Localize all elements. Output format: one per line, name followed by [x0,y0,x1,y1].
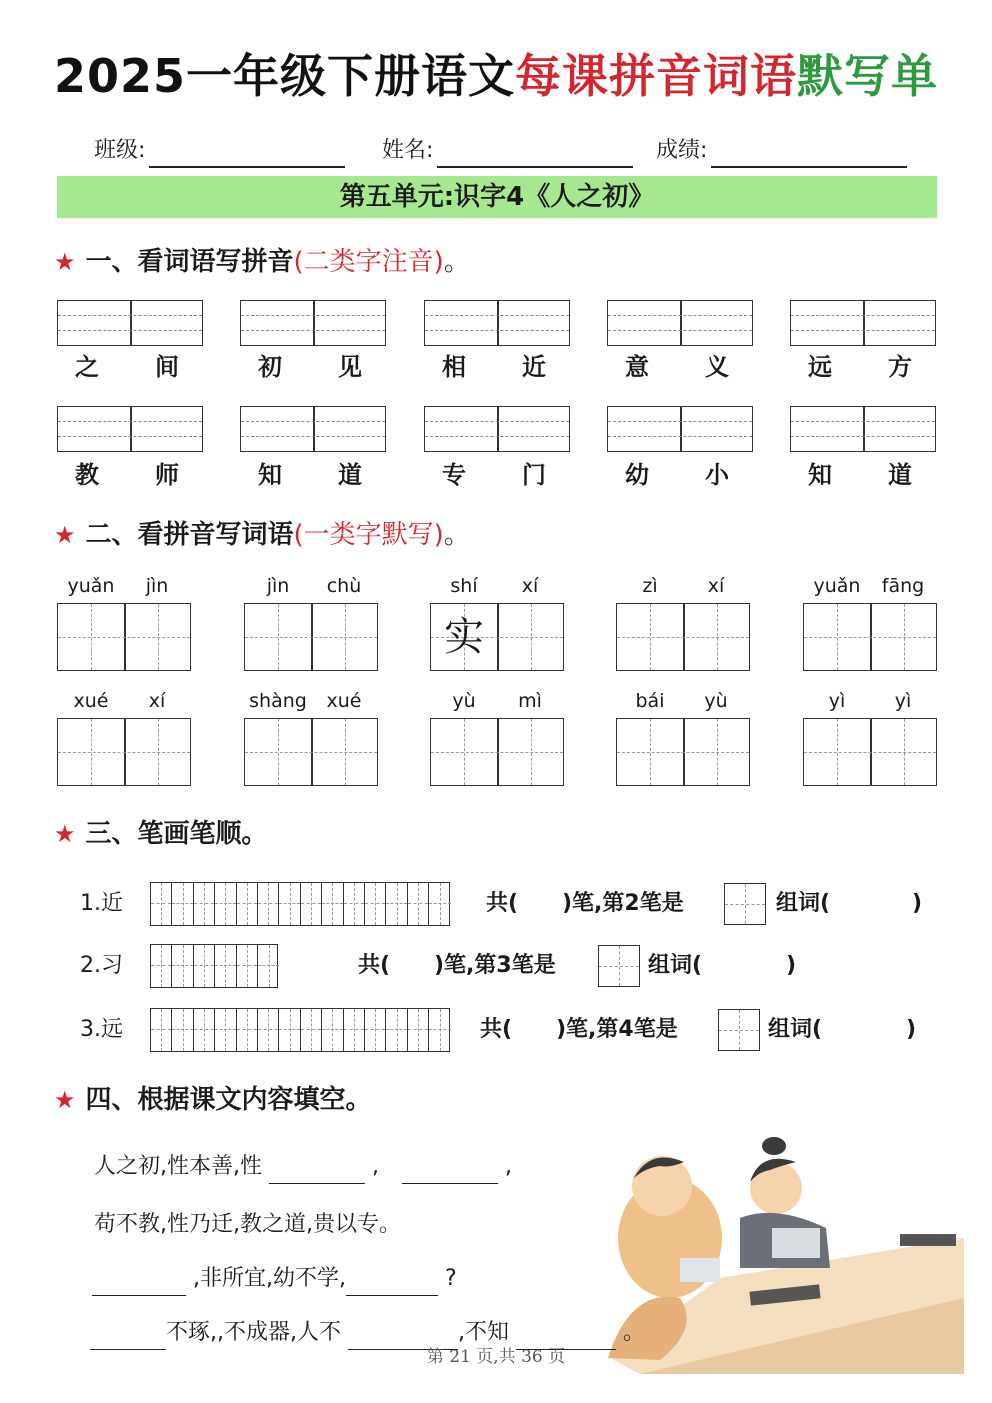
stroke-cell[interactable] [279,883,300,925]
fill-text-3b: ? [444,1266,457,1291]
pinyin-syllable: xué [326,690,362,712]
pinyin-write-box[interactable] [607,406,753,452]
guide-line [425,421,569,422]
tianzige-box[interactable] [244,603,378,671]
stroke-total-label: 共( [358,953,391,978]
pinyin-syllable: chù [326,575,362,597]
guide-line [837,604,838,670]
guide-line [375,883,376,925]
guide-line [204,1009,205,1051]
section4-title: 四、根据课文内容填空。 [85,1085,372,1115]
guide-line [204,945,205,987]
guide-line [161,945,162,987]
word-char: 知 [808,461,832,489]
guide-line [440,1009,441,1051]
stroke-cell[interactable] [408,1009,429,1051]
guide-line [268,883,269,925]
guide-line [717,604,718,670]
guide-line [791,436,935,437]
pinyin-write-box[interactable] [607,300,753,346]
guide-line [904,604,905,670]
section2-title: 二、看拼音写词语 [85,520,294,550]
page-title [0,44,992,108]
guide-line [904,719,905,785]
fill-blank-3b[interactable] [346,1269,438,1296]
pinyin-syllable: xué [73,690,109,712]
stroke-cell[interactable] [172,1009,193,1051]
score-blank[interactable] [711,142,907,168]
guide-line [58,752,190,753]
guide-line [158,719,159,785]
word-char: 近 [522,353,546,381]
stroke-order-row[interactable] [150,1008,450,1052]
guide-line [245,637,377,638]
section1-note: (二类字注音) [293,247,444,277]
guide-line [397,1009,398,1051]
guide-line [418,1009,419,1051]
box-divider [130,407,132,451]
guide-line [745,884,746,924]
guide-line [397,883,398,925]
box-divider [313,407,315,451]
guide-line [311,883,312,925]
stroke-nth-label: )笔,第2笔是 [562,891,684,916]
box-divider [130,301,132,345]
word-char: 幼 [625,461,649,489]
box-divider [863,301,865,345]
star-icon: ★ [54,1086,76,1114]
stroke-cell[interactable] [322,1009,343,1051]
box-divider [313,301,315,345]
guide-line [418,883,419,925]
guide-line [375,1009,376,1051]
fill-text-4b: ,不知 [457,1320,509,1345]
word-group-close: ) [912,891,923,916]
stroke-cell[interactable] [258,945,279,987]
guide-line [425,315,569,316]
stroke-cell[interactable] [151,945,172,987]
word-group-close: ) [906,1017,917,1042]
fill-blank-3a[interactable] [92,1269,186,1296]
guide-line [241,421,385,422]
guide-line [650,604,651,670]
guide-line [739,1010,740,1050]
stroke-cell[interactable] [151,1009,172,1051]
pinyin-syllable: xí [521,575,539,597]
stroke-cell[interactable] [365,1009,386,1051]
pinyin-syllable: mì [518,690,542,712]
word-char: 专 [442,461,466,489]
stroke-answer-box[interactable] [718,1009,760,1051]
guide-line [247,883,248,925]
guide-line [531,719,532,785]
guide-line [804,637,936,638]
guide-line [608,421,752,422]
word-char: 意 [625,353,649,381]
word-char: 门 [522,461,546,489]
guide-line [608,436,752,437]
stroke-cell[interactable] [344,1009,365,1051]
pinyin-write-box[interactable] [57,406,203,452]
section1-heading [54,242,470,282]
stroke-cell[interactable] [301,1009,322,1051]
pinyin-write-box[interactable] [240,406,386,452]
guide-line [791,330,935,331]
stroke-item-number: 1.近 [80,891,123,916]
stroke-cell[interactable] [279,1009,300,1051]
guide-line [225,945,226,987]
word-char: 道 [888,461,912,489]
guide-line [241,315,385,316]
guide-line [354,883,355,925]
name-blank[interactable] [437,142,633,168]
given-character: 实 [444,614,484,660]
guide-line [311,1009,312,1051]
children-reading-illustration [600,1128,964,1374]
tianzige-box[interactable] [430,718,564,786]
stroke-total-label: 共( [486,891,519,916]
word-char: 远 [808,353,832,381]
guide-line [650,719,651,785]
stroke-cell[interactable] [151,883,172,925]
stroke-item-number: 2.习 [80,953,123,978]
guide-line [161,1009,162,1051]
title-part-grade: 2025一年级下册语文 [53,49,516,103]
page-footer: 第 21 页,共 36 页 [426,1347,566,1367]
pinyin-syllable: shí [450,575,478,597]
stroke-answer-box[interactable] [598,945,640,987]
stroke-cell[interactable] [215,1009,236,1051]
section3-heading [54,814,268,854]
class-blank[interactable] [149,142,345,168]
guide-line [431,752,563,753]
guide-line [332,1009,333,1051]
pinyin-syllable: fāng [881,575,925,597]
guide-line [619,946,620,986]
section2-note: (一类字默写) [293,520,444,550]
stroke-nth-label: )笔,第3笔是 [434,953,556,978]
guide-line [247,1009,248,1051]
guide-line [58,436,202,437]
word-group-close: ) [786,953,797,978]
pinyin-syllable: jìn [145,575,169,597]
tianzige-box[interactable] [616,718,750,786]
fill-blank-1b[interactable] [402,1157,498,1184]
guide-line [464,719,465,785]
stroke-cell[interactable] [194,1009,215,1051]
box-divider [497,301,499,345]
guide-line [717,719,718,785]
word-char: 初 [258,353,282,381]
stroke-cell[interactable] [322,883,343,925]
word-char: 教 [75,461,99,489]
pinyin-syllable: yù [704,690,728,712]
guide-line [290,883,291,925]
fill-text-4a: 不琢,,不成器,人不 [166,1320,341,1345]
tianzige-box[interactable] [57,603,191,671]
guide-line [345,604,346,670]
guide-line [241,330,385,331]
guide-line [268,1009,269,1051]
guide-line [425,436,569,437]
score-field [656,134,907,168]
tianzige-box[interactable] [803,603,937,671]
guide-line [225,1009,226,1051]
stroke-order-row[interactable] [150,882,450,926]
guide-line [58,315,202,316]
stroke-cell[interactable] [344,883,365,925]
pinyin-syllable: xí [707,575,725,597]
fill-text-1c: , [505,1154,512,1179]
guide-line [183,945,184,987]
pinyin-syllable: jìn [266,575,290,597]
stroke-cell[interactable] [408,883,429,925]
section2-heading [54,515,470,555]
guide-line [440,883,441,925]
guide-line [183,883,184,925]
pinyin-syllable: yì [894,690,912,712]
stroke-cell[interactable] [215,883,236,925]
guide-line [158,604,159,670]
word-char: 相 [442,353,466,381]
pinyin-syllable: yuǎn [67,575,115,597]
word-char: 之 [75,353,99,381]
word-group-label: 组词( [648,953,703,978]
stroke-cell[interactable] [386,883,407,925]
star-icon: ★ [54,248,76,276]
stroke-total-label: 共( [480,1017,513,1042]
guide-line [58,330,202,331]
stroke-cell[interactable] [172,945,193,987]
stroke-cell[interactable] [194,883,215,925]
pinyin-write-box[interactable] [790,406,936,452]
box-divider [863,407,865,451]
guide-line [608,315,752,316]
pinyin-write-box[interactable] [424,300,570,346]
guide-line [354,1009,355,1051]
pinyin-syllable: yì [828,690,846,712]
pinyin-syllable: yuǎn [813,575,861,597]
stroke-cell[interactable] [386,1009,407,1051]
class-field [94,134,345,168]
section2-end: 。 [443,520,470,550]
guide-line [617,752,749,753]
guide-line [241,436,385,437]
guide-line [91,719,92,785]
class-label: 班级: [94,138,146,163]
word-char: 知 [258,461,282,489]
guide-line [161,883,162,925]
fill-line-1 [94,1150,512,1184]
stroke-cell[interactable] [258,883,279,925]
guide-line [58,637,190,638]
score-label: 成绩: [656,138,708,163]
pinyin-syllable: yù [452,690,476,712]
guide-line [332,883,333,925]
stroke-cell[interactable] [301,883,322,925]
guide-line [791,421,935,422]
guide-line [278,604,279,670]
guide-line [183,1009,184,1051]
stroke-cell[interactable] [237,945,258,987]
section1-title: 一、看词语写拼音 [85,247,294,277]
guide-line [608,330,752,331]
stroke-cell[interactable] [258,1009,279,1051]
guide-line [225,883,226,925]
stroke-order-row[interactable] [150,944,278,988]
stroke-cell[interactable] [172,883,193,925]
word-group-label: 组词( [776,891,831,916]
pinyin-write-box[interactable] [790,300,936,346]
fill-line-2 [94,1208,401,1242]
section3-title: 三、笔画笔顺。 [85,819,268,849]
word-char: 方 [888,353,912,381]
guide-line [290,1009,291,1051]
guide-line [91,604,92,670]
stroke-cell[interactable] [215,945,236,987]
pinyin-syllable: zì [642,575,658,597]
guide-line [269,945,270,987]
word-char: 小 [705,461,729,489]
fill-text-1b: , [372,1154,379,1179]
pinyin-syllable: xí [148,690,166,712]
tianzige-box[interactable] [430,603,564,671]
stroke-answer-box[interactable] [724,883,766,925]
star-icon: ★ [54,521,76,549]
fill-blank-1a[interactable] [269,1157,365,1184]
guide-line [791,315,935,316]
guide-line [804,752,936,753]
guide-line [425,330,569,331]
tianzige-box[interactable] [803,718,937,786]
stroke-cell[interactable] [429,1009,450,1051]
guide-line [204,883,205,925]
pinyin-syllable: shàng [249,690,307,712]
guide-line [245,752,377,753]
pinyin-write-box[interactable] [424,406,570,452]
stroke-nth-label: )笔,第4笔是 [556,1017,678,1042]
box-divider [680,301,682,345]
stroke-cell[interactable] [194,945,215,987]
guide-line [345,719,346,785]
guide-line [247,945,248,987]
fill-text-4c: 。 [622,1320,645,1345]
name-field [382,134,633,168]
stroke-item-number: 3.远 [80,1017,123,1042]
section1-end: 。 [443,247,470,277]
tianzige-box[interactable] [244,718,378,786]
stroke-cell[interactable] [365,883,386,925]
word-char: 师 [155,461,179,489]
fill-line-3 [92,1262,457,1296]
word-char: 间 [155,353,179,381]
guide-line [531,604,532,670]
word-group-label: 组词( [768,1017,823,1042]
guide-line [58,421,202,422]
title-part-dictation: 默写单 [797,49,939,103]
fill-text-3a: ,非所宜,幼不学, [193,1266,346,1291]
section4-heading [54,1080,372,1120]
stroke-cell[interactable] [237,883,258,925]
star-icon: ★ [54,820,76,848]
word-char: 义 [705,353,729,381]
guide-line [837,719,838,785]
pinyin-syllable: bái [635,690,665,712]
word-char: 道 [338,461,362,489]
unit-banner: 第五单元:识字4《人之初》 [57,176,937,218]
name-label: 姓名: [382,138,434,163]
stroke-cell[interactable] [237,1009,258,1051]
box-divider [680,407,682,451]
box-divider [497,407,499,451]
tianzige-box[interactable] [57,718,191,786]
fill-text-2: 苟不教,性乃迁,教之道,贵以专。 [94,1212,401,1237]
stroke-cell[interactable] [429,883,450,925]
title-part-pinyin: 每课拼音词语 [515,49,798,103]
word-char: 见 [338,353,362,381]
pinyin-write-box[interactable] [57,300,203,346]
fill-text-1a: 人之初,性本善,性 [94,1154,262,1179]
guide-line [278,719,279,785]
pinyin-write-box[interactable] [240,300,386,346]
tianzige-box[interactable] [616,603,750,671]
guide-line [617,637,749,638]
